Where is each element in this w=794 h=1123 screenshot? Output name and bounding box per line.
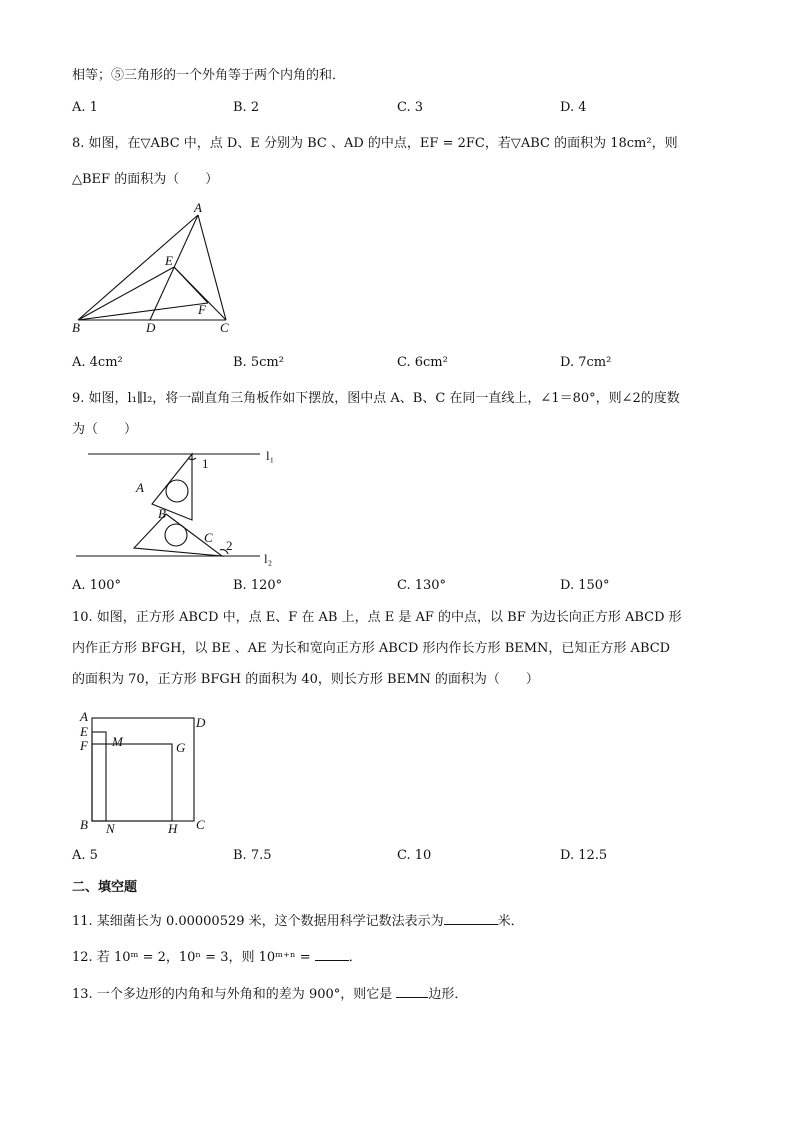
q9-label-l1: l₁ xyxy=(266,448,275,463)
q9-label-angle-1: 1 xyxy=(202,456,209,471)
q8-option-c: C. 6cm² xyxy=(397,355,448,370)
q9-label-b: B xyxy=(158,506,166,521)
q9-set-squares-figure xyxy=(70,444,290,572)
q10-label-a: A xyxy=(80,709,88,724)
q10-label-c: C xyxy=(196,817,205,832)
q8-label-b: B xyxy=(72,320,80,335)
q12-before: 12. 若 10ᵐ = 2，10ⁿ = 3，则 10ᵐ⁺ⁿ = xyxy=(72,950,315,965)
q8-label-a: A xyxy=(194,200,202,215)
q8-line-1: 8. 如图，在▽ABC 中，点 D、E 分别为 BC 、AD 的中点，EF = 2FC，若▽ABC 的面积为 18cm²，则 xyxy=(72,136,678,151)
q10-label-f: F xyxy=(80,738,88,753)
q13-text xyxy=(72,984,467,1004)
q11-answer-blank[interactable] xyxy=(444,911,498,925)
q7-option-a: A. 1 xyxy=(72,100,98,115)
q8-option-a: A. 4cm² xyxy=(72,355,123,370)
q10-label-h: H xyxy=(168,821,178,836)
q10-label-n: N xyxy=(106,821,115,836)
q9-option-a: A. 100° xyxy=(72,578,121,593)
q8-option-b: B. 5cm² xyxy=(233,355,284,370)
q13-after: 边形． xyxy=(428,987,468,1002)
q8-label-e: E xyxy=(165,253,173,268)
q9-option-b: B. 120° xyxy=(233,578,283,593)
q9-option-c: C. 130° xyxy=(397,578,447,593)
q8-label-d: D xyxy=(146,320,156,335)
q9-label-angle-2: 2 xyxy=(226,538,233,553)
q9-line-2: 为（ ） xyxy=(72,422,138,437)
q7-option-b: B. 2 xyxy=(233,100,260,115)
q8-label-f: F xyxy=(198,302,206,317)
q8-line-2: △BEF 的面积为（ ） xyxy=(72,172,219,187)
q10-label-g: G xyxy=(176,740,186,755)
q10-line-1: 10. 如图，正方形 ABCD 中，点 E、F 在 AB 上，点 E 是 AF 的中点，以 BF 为边长向正方形 ABCD 形 xyxy=(72,610,682,625)
q12-text xyxy=(72,947,362,967)
q7-option-c: C. 3 xyxy=(397,100,424,115)
q11-text xyxy=(72,911,524,931)
q9-line-1: 9. 如图，l₁∥l₂，将一副直角三角板作如下摆放，图中点 A、B、C 在同一直线上，∠1＝80°，则∠2的度数 xyxy=(72,391,680,406)
q10-option-c: C. 10 xyxy=(397,848,432,863)
q7-text: 相等；⑤三角形的一个外角等于两个内角的和． xyxy=(72,68,346,83)
q9-label-c: C xyxy=(204,530,213,545)
q12-answer-blank[interactable] xyxy=(315,947,349,961)
q9-label-a: A xyxy=(136,480,144,495)
q10-line-2: 内作正方形 BFGH，以 BE 、AE 为长和宽向正方形 ABCD 形内作长方形 BEMN，已知正方形 ABCD xyxy=(72,641,671,656)
q10-option-a: A. 5 xyxy=(72,848,98,863)
q10-label-d: D xyxy=(196,715,206,730)
section-heading-fill-in: 二、填空题 xyxy=(72,880,138,895)
q12-after: ． xyxy=(348,950,362,965)
q11-after: 米． xyxy=(497,914,524,929)
q9-label-l2: l₂ xyxy=(264,551,273,566)
q8-option-d: D. 7cm² xyxy=(560,355,612,370)
q11-before: 11. 某细菌长为 0.00000529 米，这个数据用科学记数法表示为 xyxy=(72,914,444,929)
q13-before: 13. 一个多边形的内角和与外角和的差为 900°，则它是 xyxy=(72,987,397,1002)
q10-option-b: B. 7.5 xyxy=(233,848,272,863)
q10-line-3: 的面积为 70，正方形 BFGH 的面积为 40，则长方形 BEMN 的面积为（ ） xyxy=(72,672,539,687)
q10-label-e: E xyxy=(80,724,88,739)
q10-squares-figure xyxy=(74,708,224,838)
q10-label-m: M xyxy=(112,734,123,749)
q7-option-d: D. 4 xyxy=(560,100,587,115)
q13-answer-blank[interactable] xyxy=(396,984,428,998)
q10-label-b: B xyxy=(80,817,88,832)
q8-label-c: C xyxy=(220,320,229,335)
q9-option-d: D. 150° xyxy=(560,578,610,593)
q10-option-d: D. 12.5 xyxy=(560,848,608,863)
q8-triangle-figure xyxy=(60,198,250,338)
